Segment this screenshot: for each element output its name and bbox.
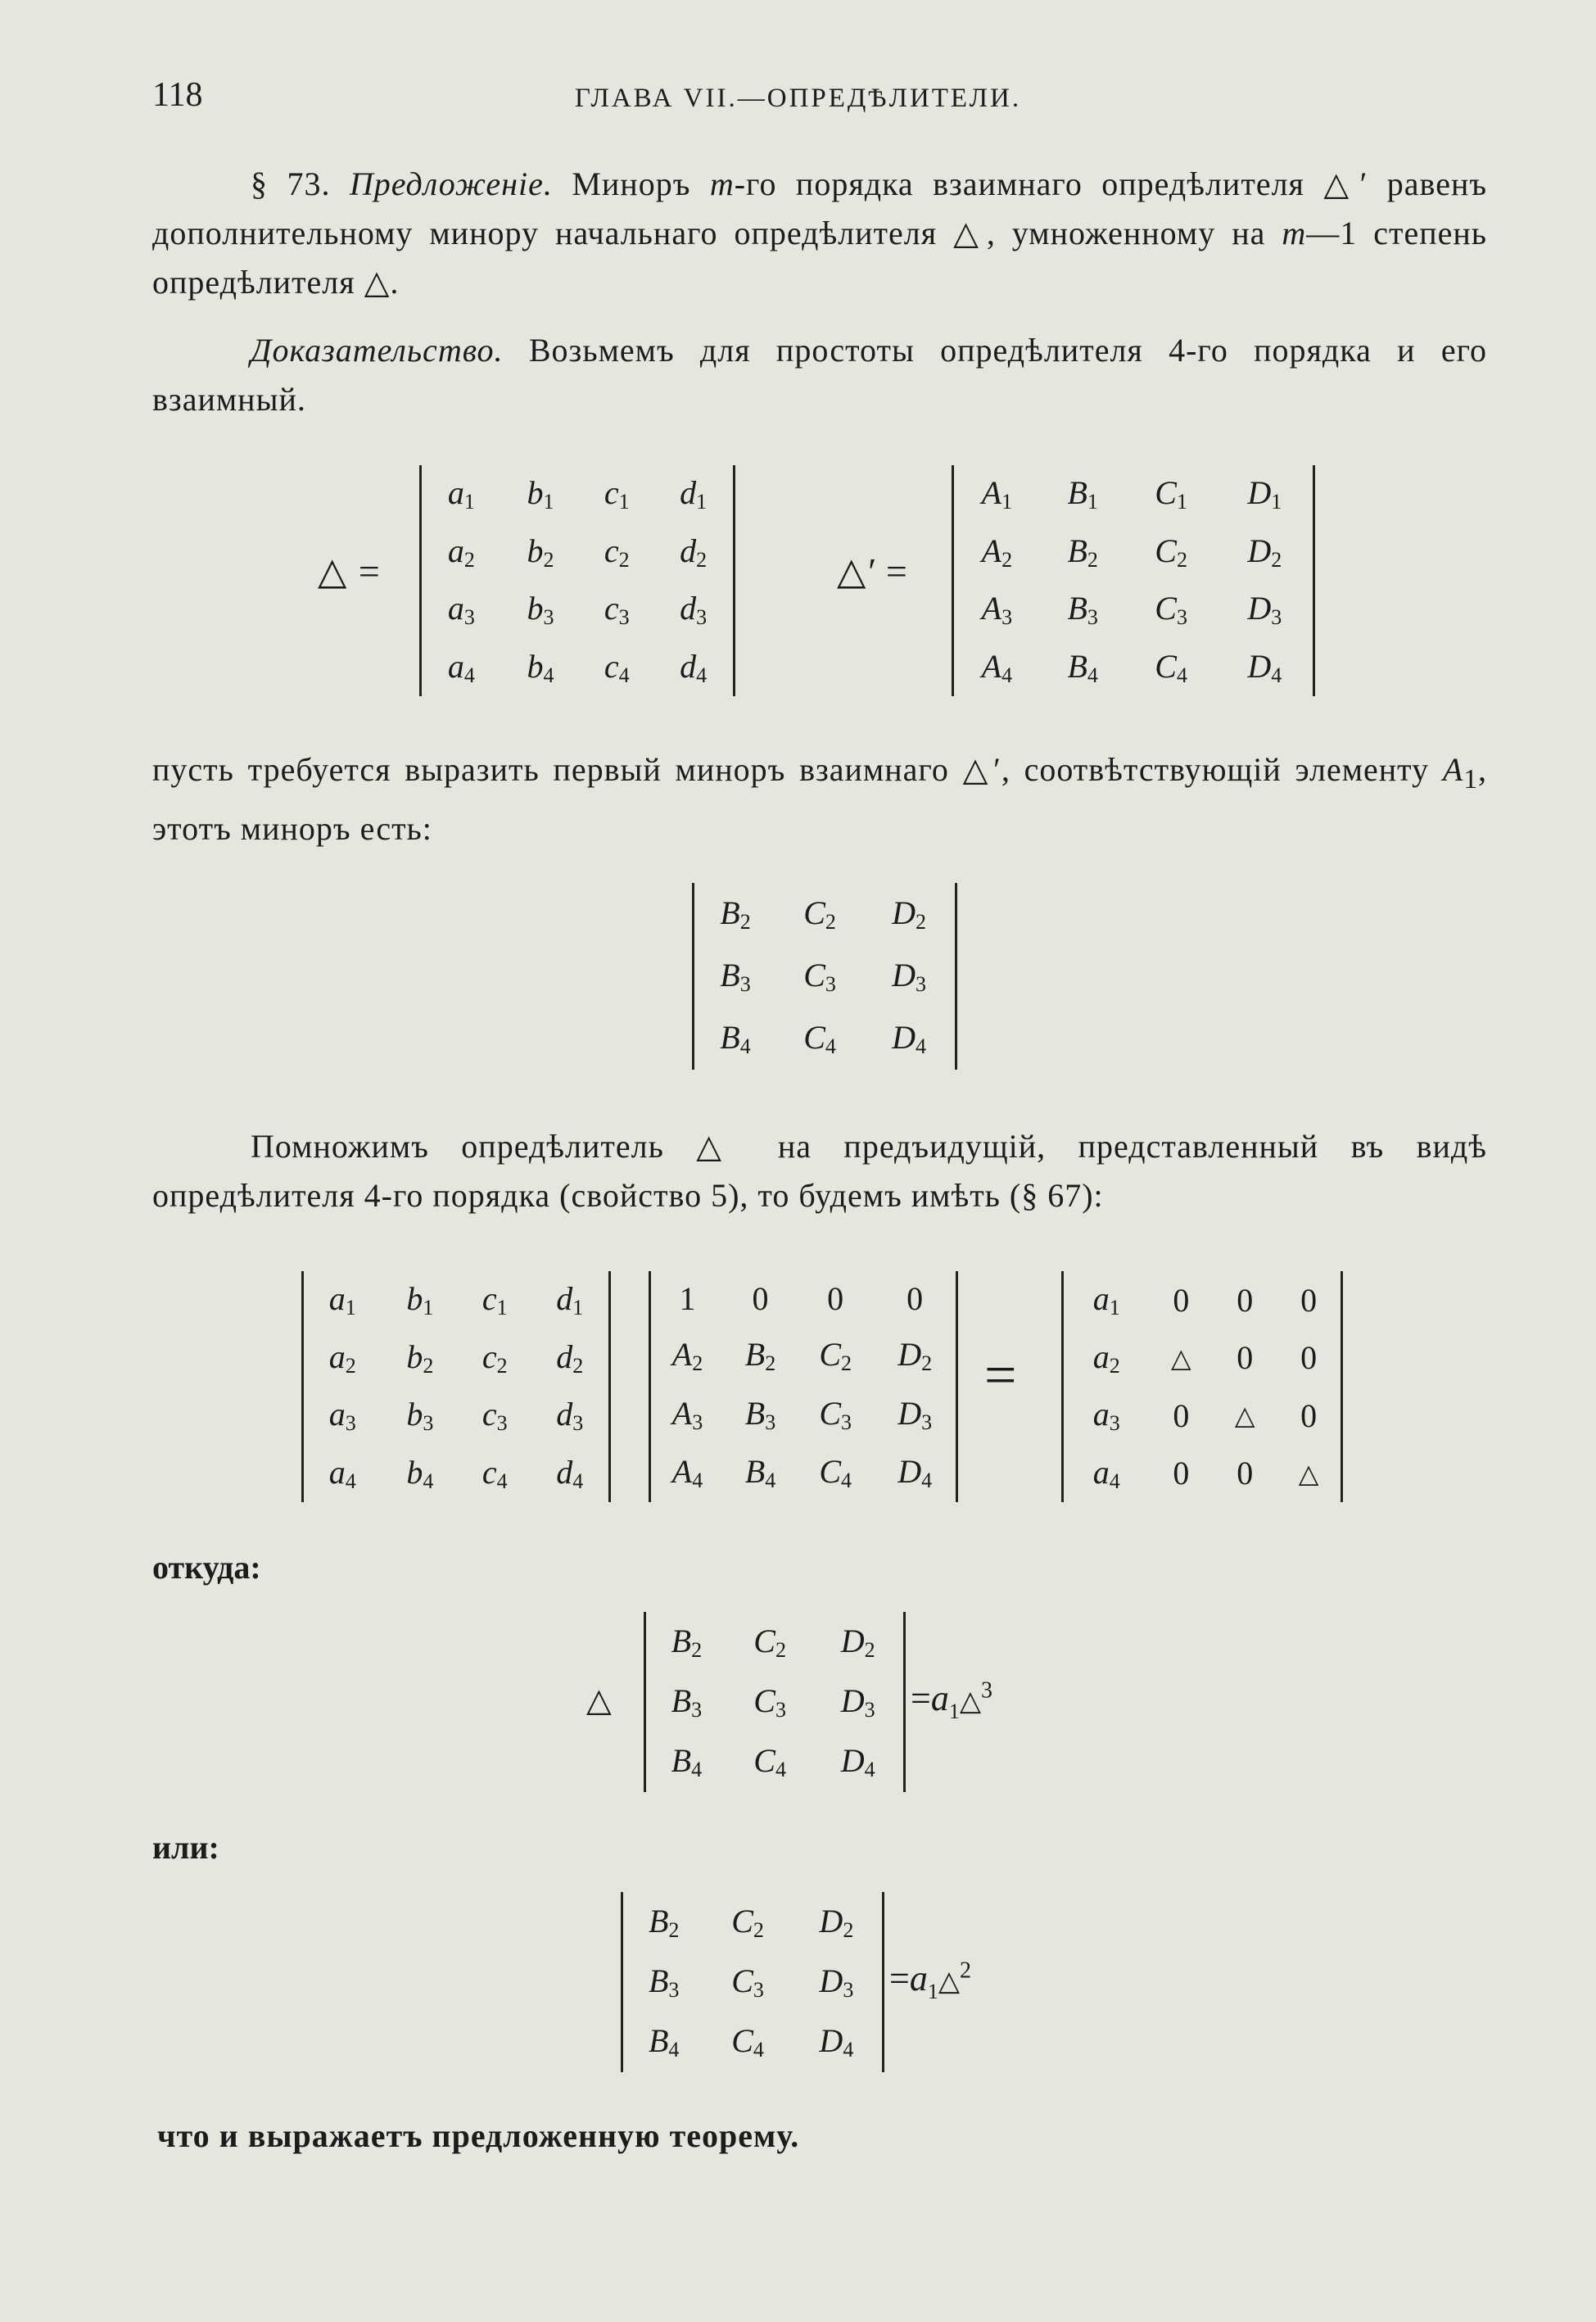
eq2-entry: $D_3$ <box>819 1962 854 2002</box>
eq1-subscript: 1 <box>948 1699 960 1723</box>
product-right-entry: 0 <box>1237 1281 1254 1319</box>
product-middle-entry: $D_3$ <box>897 1394 933 1434</box>
minor-entry: $B_3$ <box>720 957 751 996</box>
m-variable: m <box>709 165 735 202</box>
eq2-exponent: 2 <box>959 1958 971 1984</box>
product-right-entry: 0 <box>1300 1339 1318 1377</box>
eq1-row <box>646 1672 903 1731</box>
eq1-a: a <box>930 1678 949 1718</box>
delta-entry: $d_3$ <box>680 590 708 630</box>
product-middle-row <box>651 1385 956 1444</box>
delta-entry: $d_4$ <box>680 647 708 687</box>
delta-prime-entry: $C_1$ <box>1155 474 1187 514</box>
eq1-entry: $D_2$ <box>840 1622 875 1662</box>
eq2-entry: $C_2$ <box>731 1902 764 1942</box>
delta-prime-entry: $C_2$ <box>1155 532 1187 572</box>
delta-prime-entry: $B_4$ <box>1067 647 1098 687</box>
product-right-entry: 0 <box>1173 1396 1190 1434</box>
delta-entry: $c_4$ <box>604 647 630 687</box>
eq2-a: a <box>909 1958 928 1998</box>
eq2-entry: $C_4$ <box>731 2022 764 2062</box>
proof-text: Возьмемъ для простоты опредѣлителя 4-го порядка и его взаимный. <box>152 332 1488 418</box>
product-left-entry: $c_4$ <box>482 1453 508 1493</box>
product-right-entry: 0 <box>1300 1396 1318 1434</box>
delta-entry: $b_3$ <box>527 590 554 630</box>
minor-entry: $B_2$ <box>720 894 751 934</box>
delta-entry: $a_1$ <box>447 474 475 514</box>
minor-entry: $C_3$ <box>803 957 836 996</box>
product-middle-entry: $A_3$ <box>671 1394 703 1434</box>
proposition-text-3: —1 степень опредѣлителя △. <box>152 215 1488 301</box>
minor-text-1: пусть требуется выразить первый миноръ взаимнаго △′, соотвѣтствующій элементу <box>152 751 1430 788</box>
eq2-row <box>623 2012 882 2072</box>
product-left-row <box>304 1387 608 1445</box>
product-right-determinant <box>1061 1271 1343 1502</box>
delta-prime-entry: $C_3$ <box>1155 590 1187 630</box>
proposition-paragraph <box>152 160 1487 307</box>
delta-prime-entry: $A_1$ <box>981 474 1013 514</box>
minor-text-2: , этотъ миноръ есть: <box>152 751 1487 847</box>
whence-label: откуда: <box>152 1549 261 1586</box>
section-heading: Предложеніе. <box>349 165 553 202</box>
eq1-determinant <box>644 1612 906 1792</box>
product-left-entry: $a_3$ <box>328 1396 356 1436</box>
proposition-text-2: -го порядка взаимнаго опредѣлителя △′ равенъ дополнительному минору начальнаго опредѣлителя △, умноженному на <box>152 165 1488 251</box>
product-middle-entry: $C_2$ <box>819 1336 852 1376</box>
delta-prime-entry: $B_3$ <box>1067 590 1098 630</box>
delta-entry: $d_2$ <box>680 532 708 572</box>
delta-row <box>422 639 733 697</box>
or-label: или: <box>152 1829 219 1866</box>
eq2-row <box>623 1952 882 2012</box>
product-right-entry: 0 <box>1237 1455 1254 1492</box>
product-middle-entry: $C_4$ <box>819 1453 852 1493</box>
product-left-entry: $c_2$ <box>482 1338 508 1378</box>
product-middle-row <box>651 1326 956 1385</box>
minor-row <box>694 883 955 945</box>
product-middle-row <box>651 1443 956 1502</box>
delta-prime-entry: $D_1$ <box>1247 474 1282 514</box>
product-left-row <box>304 1329 608 1387</box>
minor-row <box>694 1007 955 1070</box>
delta-prime-row <box>954 523 1313 582</box>
delta-entry: $a_4$ <box>447 647 475 687</box>
eq1-row <box>646 1612 903 1672</box>
eq2-determinant <box>621 1892 884 2072</box>
delta-prime-row <box>954 465 1313 523</box>
delta-prime-entry: $D_4$ <box>1247 647 1282 687</box>
product-middle-row <box>651 1271 956 1326</box>
delta-prime-row <box>954 639 1313 697</box>
delta-prime-entry: $D_2$ <box>1247 532 1282 572</box>
minor-entry: $C_2$ <box>803 894 836 934</box>
product-right-entry: △ <box>1298 1458 1319 1488</box>
delta-prime-label: △′ = <box>837 550 909 592</box>
product-middle-entry: $C_3$ <box>819 1394 852 1434</box>
element-a: A <box>1442 751 1464 788</box>
delta-entry: $b_1$ <box>527 474 554 514</box>
delta-entry: $d_1$ <box>680 474 708 514</box>
product-middle-entry: 0 <box>907 1280 924 1318</box>
product-right-entry: 0 <box>1173 1455 1190 1492</box>
minor-entry: $D_3$ <box>892 957 926 996</box>
product-right-entry: $a_4$ <box>1092 1453 1120 1493</box>
delta-entry: $c_1$ <box>604 474 630 514</box>
product-left-entry: $d_4$ <box>556 1453 584 1493</box>
product-middle-entry: 1 <box>679 1280 696 1318</box>
delta-prime-entry: $B_2$ <box>1067 532 1098 572</box>
product-left-determinant <box>301 1271 611 1502</box>
product-left-entry: $a_1$ <box>328 1280 356 1320</box>
eq2-entry: $C_3$ <box>731 1962 764 2002</box>
eq2-entry: $B_3$ <box>648 1962 680 2002</box>
product-middle-determinant <box>649 1271 958 1502</box>
minor-entry: $C_4$ <box>803 1019 836 1058</box>
product-middle-entry: $D_2$ <box>897 1336 933 1376</box>
minor-determinant <box>692 883 957 1070</box>
product-right-entry: 0 <box>1300 1281 1318 1319</box>
product-middle-entry: 0 <box>827 1280 844 1318</box>
product-middle-entry: $B_3$ <box>744 1394 776 1434</box>
product-left-entry: $b_4$ <box>406 1453 434 1493</box>
product-left-entry: $b_3$ <box>406 1396 434 1436</box>
delta-prime-determinant <box>952 465 1315 696</box>
product-right-entry: $a_1$ <box>1092 1280 1120 1320</box>
delta-row <box>422 465 733 523</box>
product-left-row <box>304 1445 608 1503</box>
page-number: 118 <box>152 76 203 114</box>
product-right-entry: △ <box>1171 1342 1191 1373</box>
proof-label: Доказательство. <box>251 332 504 369</box>
eq1-delta: △ <box>959 1686 981 1717</box>
delta-label: △ = <box>318 550 382 592</box>
delta-prime-entry: $A_4$ <box>981 647 1013 687</box>
eq1-entry: $B_2$ <box>671 1622 703 1662</box>
eq1-entry: $D_4$ <box>840 1742 875 1782</box>
product-right-row <box>1064 1329 1341 1387</box>
section-number: § 73. <box>251 165 331 202</box>
minor-entry: $B_4$ <box>720 1019 751 1058</box>
product-left-entry: $a_2$ <box>328 1338 356 1378</box>
product-left-entry: $b_2$ <box>406 1338 434 1378</box>
delta-prime-entry: $A_2$ <box>981 532 1013 572</box>
multiply-text: Помножимъ опредѣлитель △ на предъидущій, представленный въ видѣ опредѣлителя 4-го порядка (свойство 5), то будемъ имѣть (§ 67): <box>152 1128 1487 1214</box>
delta-entry: $b_2$ <box>527 532 554 572</box>
product-right-row <box>1064 1387 1341 1445</box>
delta-entry: $b_4$ <box>527 647 554 687</box>
delta-prime-entry: $B_1$ <box>1067 474 1098 514</box>
product-right-entry: $a_2$ <box>1092 1338 1120 1378</box>
product-left-entry: $b_1$ <box>406 1280 434 1320</box>
eq2-equals: = <box>889 1958 910 1998</box>
m-variable: m <box>1282 215 1307 251</box>
eq1-entry: $B_4$ <box>671 1742 703 1782</box>
product-left-row <box>304 1271 608 1329</box>
delta-prime-row <box>954 581 1313 639</box>
delta-entry: $a_2$ <box>447 532 475 572</box>
proposition-text-1: Миноръ <box>572 165 691 202</box>
eq2-subscript: 1 <box>927 1979 938 2003</box>
product-left-entry: $c_1$ <box>482 1280 508 1320</box>
product-right-entry: 0 <box>1173 1281 1190 1319</box>
product-middle-entry: 0 <box>752 1280 769 1318</box>
minor-entry: $D_4$ <box>892 1019 926 1058</box>
product-right-entry: $a_3$ <box>1092 1396 1120 1436</box>
multiply-paragraph <box>152 1122 1487 1220</box>
product-left-entry: $c_3$ <box>482 1396 508 1436</box>
eq1-row <box>646 1732 903 1792</box>
eq2-entry: $D_2$ <box>819 1902 854 1942</box>
product-left-entry: $d_3$ <box>556 1396 584 1436</box>
eq2-entry: $B_4$ <box>648 2022 680 2062</box>
eq1-entry: $B_3$ <box>671 1682 703 1722</box>
product-middle-entry: $A_4$ <box>671 1453 703 1493</box>
eq1-entry: $C_2$ <box>753 1622 786 1662</box>
product-right-entry: △ <box>1234 1401 1255 1431</box>
eq2-entry: $B_2$ <box>648 1902 680 1942</box>
eq1-equals: = <box>911 1678 931 1718</box>
product-right-row <box>1064 1271 1341 1329</box>
element-subscript: 1 <box>1463 764 1478 794</box>
eq1-rhs <box>911 1677 992 1724</box>
eq1-entry: $C_3$ <box>753 1682 786 1722</box>
product-middle-entry: $B_4$ <box>744 1453 776 1493</box>
eq2-entry: $D_4$ <box>819 2022 854 2062</box>
product-left-entry: $a_4$ <box>328 1453 356 1493</box>
chapter-title: ГЛАВА VII.—ОПРЕДѢЛИТЕЛИ. <box>574 84 1022 113</box>
product-right-row <box>1064 1445 1341 1503</box>
eq2-delta: △ <box>938 1967 960 1997</box>
minor-row <box>694 945 955 1007</box>
equals-sign: = <box>984 1344 1017 1407</box>
product-middle-entry: $D_4$ <box>897 1453 933 1493</box>
eq1-exponent: 3 <box>980 1677 992 1704</box>
delta-symbol: △ <box>586 1682 612 1718</box>
product-middle-entry: $B_2$ <box>744 1336 776 1376</box>
product-left-entry: $d_1$ <box>556 1280 584 1320</box>
eq2-row <box>623 1892 882 1952</box>
delta-entry: $c_2$ <box>604 532 630 572</box>
delta-row <box>422 523 733 582</box>
eq1-entry: $C_4$ <box>753 1742 786 1782</box>
minor-paragraph <box>152 745 1487 853</box>
delta-prime-entry: $C_4$ <box>1155 647 1187 687</box>
delta-prime-entry: $D_3$ <box>1247 590 1282 630</box>
delta-entry: $a_3$ <box>447 590 475 630</box>
product-middle-entry: $A_2$ <box>671 1336 703 1376</box>
product-left-entry: $d_2$ <box>556 1338 584 1378</box>
delta-entry: $c_3$ <box>604 590 630 630</box>
eq2-rhs <box>889 1958 971 2004</box>
delta-determinant <box>419 465 735 696</box>
proof-paragraph <box>152 326 1487 424</box>
minor-entry: $D_2$ <box>892 894 926 934</box>
product-right-entry: 0 <box>1237 1339 1254 1377</box>
eq1-entry: $D_3$ <box>840 1682 875 1722</box>
delta-prime-entry: $A_3$ <box>981 590 1013 630</box>
conclusion: что и выражаетъ предложенную теорему. <box>157 2117 800 2154</box>
delta-row <box>422 581 733 639</box>
